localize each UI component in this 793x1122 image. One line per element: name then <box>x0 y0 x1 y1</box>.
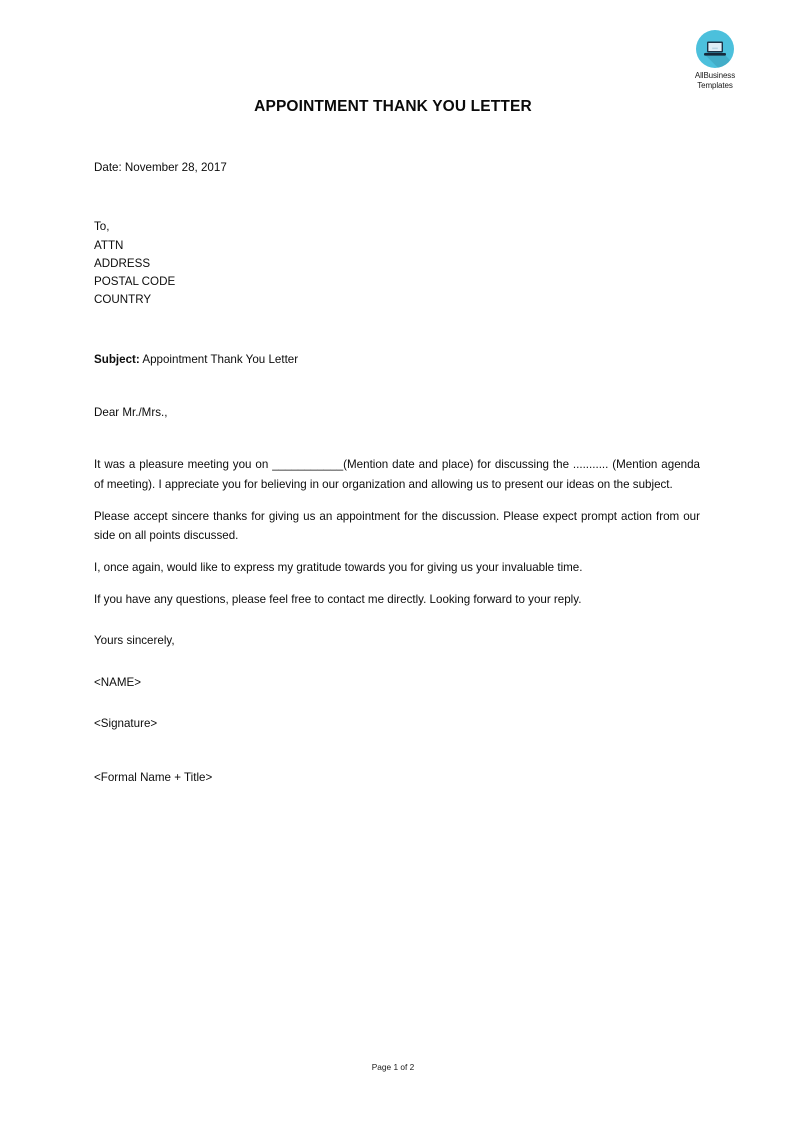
signature-placeholder: <Signature> <box>94 716 158 730</box>
laptop-icon <box>696 30 734 68</box>
body-paragraph-1: It was a pleasure meeting you on ___________(Mention date and place) for discussing the ........... (Mention agenda of meeting). I appreciate you for believing in our organization and allowing us to present our ideas on the subject. <box>94 458 700 491</box>
date-line: Date: November 28, 2017 <box>94 161 227 174</box>
page-footer: Page 1 of 2 <box>371 1062 415 1072</box>
recipient-line: COUNTRY <box>94 293 152 307</box>
spacer <box>94 651 700 673</box>
name-placeholder: <NAME> <box>94 675 142 689</box>
body-paragraph-2: Please accept sincere thanks for giving us an appointment for the discussion. Please expect prompt action from our side on all points discussed. <box>94 509 700 542</box>
recipient-block <box>94 218 700 309</box>
logo-circle <box>696 30 734 68</box>
body-paragraph-3: I, once again, would like to express my gratitude towards you for giving us your invaluable time. <box>94 560 583 574</box>
spacer <box>94 177 700 218</box>
recipient-line: ADDRESS <box>94 256 151 270</box>
page-title: APPOINTMENT THANK YOU LETTER <box>254 98 532 115</box>
spacer <box>94 422 700 455</box>
logo-wordmark <box>679 71 751 91</box>
recipient-line: POSTAL CODE <box>94 275 176 289</box>
recipient-line: ATTN <box>94 238 124 252</box>
closing-line: Yours sincerely, <box>94 634 175 648</box>
spacer <box>94 733 700 768</box>
letter-body <box>94 158 700 788</box>
formal-name-placeholder: <Formal Name + Title> <box>94 771 213 785</box>
spacer <box>94 692 700 714</box>
salutation: Dear Mr./Mrs., <box>94 405 168 419</box>
subject-value: Appointment Thank You Letter <box>142 353 299 367</box>
body-paragraph-4: If you have any questions, please feel free to contact me directly. Looking forward to your reply. <box>94 592 582 606</box>
subject-line <box>94 350 700 369</box>
spacer <box>94 309 700 350</box>
subject-label: Subject: <box>94 353 140 367</box>
logo-wordmark-line1: AllBusiness <box>694 71 736 80</box>
spacer <box>94 370 700 403</box>
recipient-line: To, <box>94 220 110 234</box>
spacer <box>94 609 700 631</box>
logo-wordmark-line2: Templates <box>697 81 733 90</box>
brand-logo <box>679 30 751 91</box>
